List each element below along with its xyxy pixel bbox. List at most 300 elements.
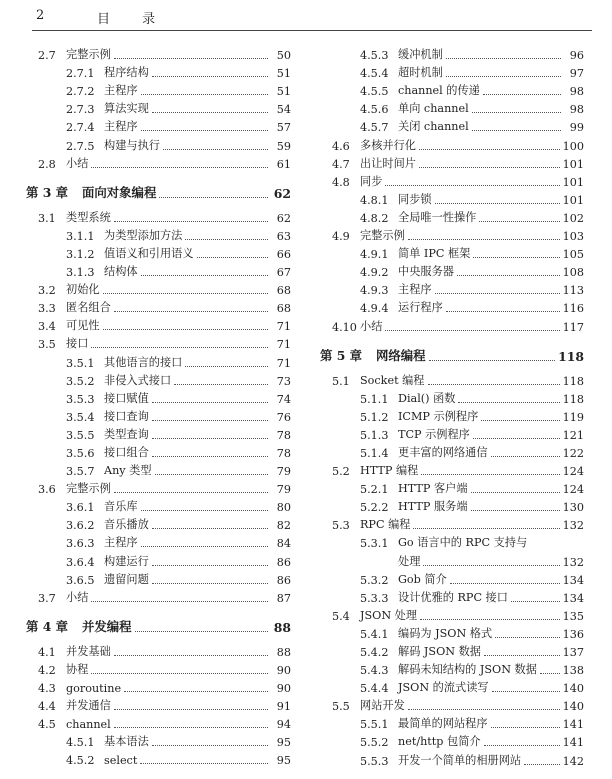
toc-entry-number: 2.8 bbox=[38, 157, 56, 171]
toc-entry-number: 5.1.4 bbox=[360, 446, 389, 460]
toc-subsection-entry[interactable] bbox=[316, 659, 584, 677]
toc-subsection-entry[interactable] bbox=[22, 261, 291, 279]
toc-dot-leader bbox=[141, 130, 268, 131]
toc-entry-number: 4.5.7 bbox=[360, 121, 389, 135]
toc-subsection-entry[interactable] bbox=[22, 550, 291, 568]
toc-entry-page: 141 bbox=[562, 736, 584, 750]
toc-subsection-entry[interactable] bbox=[316, 478, 584, 496]
toc-entry-number: 5.2.2 bbox=[360, 501, 389, 515]
toc-dot-leader bbox=[114, 221, 268, 222]
toc-chapter-entry[interactable] bbox=[22, 615, 291, 635]
toc-subsection-entry[interactable] bbox=[22, 98, 291, 116]
toc-entry-page: 91 bbox=[276, 700, 291, 714]
toc-section-entry[interactable] bbox=[316, 370, 584, 388]
toc-section-entry[interactable] bbox=[22, 315, 291, 333]
toc-entry-number: 4.5 bbox=[38, 718, 56, 732]
toc-entry-page: 76 bbox=[276, 410, 291, 424]
toc-entry-title: 并发通信 bbox=[66, 699, 111, 713]
toc-subsection-entry[interactable] bbox=[22, 225, 291, 243]
toc-section-entry[interactable] bbox=[22, 207, 291, 225]
toc-entry-title: 中央服务器 bbox=[398, 265, 454, 279]
toc-entry-title: 开发一个简单的相册网站 bbox=[398, 753, 522, 767]
toc-dot-leader bbox=[185, 239, 268, 240]
toc-entry-number: 4.9.4 bbox=[360, 302, 389, 316]
toc-section-entry[interactable] bbox=[22, 478, 291, 496]
toc-subsection-entry[interactable] bbox=[22, 243, 291, 261]
toc-entry-title: 完整示例 bbox=[66, 48, 111, 62]
toc-subsection-entry[interactable] bbox=[22, 460, 291, 478]
toc-section-entry[interactable] bbox=[22, 153, 291, 171]
toc-entry-title: 类型查询 bbox=[104, 427, 149, 441]
toc-entry-title: 基本语法 bbox=[104, 735, 149, 749]
toc-entry-page: 68 bbox=[276, 302, 291, 316]
toc-subsection-entry[interactable] bbox=[22, 116, 291, 134]
toc-entry-number: 5.3.2 bbox=[360, 573, 389, 587]
toc-dot-leader bbox=[152, 456, 268, 457]
toc-dot-leader bbox=[446, 311, 560, 312]
toc-entry-title: 接口查询 bbox=[104, 409, 149, 423]
toc-entry-number: 5.2 bbox=[332, 465, 350, 479]
toc-entry-number: 3.1.2 bbox=[66, 247, 95, 261]
toc-dot-leader bbox=[483, 94, 561, 95]
toc-subsection-entry[interactable] bbox=[316, 279, 584, 297]
toc-subsection-entry[interactable] bbox=[22, 496, 291, 514]
toc-entry-page: 140 bbox=[562, 700, 584, 714]
toc-dot-leader bbox=[141, 510, 268, 511]
toc-entry-page: 71 bbox=[276, 338, 291, 352]
toc-entry-page: 80 bbox=[276, 501, 291, 515]
toc-entry-page: 130 bbox=[562, 501, 584, 515]
toc-dot-leader bbox=[185, 366, 268, 367]
toc-dot-leader bbox=[492, 691, 560, 692]
toc-entry-page: 87 bbox=[276, 591, 291, 605]
toc-section-entry[interactable] bbox=[22, 44, 291, 62]
toc-entry-page: 73 bbox=[276, 374, 291, 388]
toc-entry-page: 95 bbox=[276, 754, 291, 768]
toc-chapter-entry[interactable] bbox=[22, 181, 291, 201]
toc-entry-title: Dial() 函数 bbox=[398, 391, 456, 405]
toc-entry-title: 主程序 bbox=[398, 283, 432, 297]
toc-dot-leader bbox=[473, 438, 560, 439]
toc-section-entry[interactable] bbox=[22, 587, 291, 605]
toc-entry-page: 62 bbox=[276, 211, 291, 225]
toc-subsection-entry[interactable] bbox=[22, 424, 291, 442]
toc-entry-title: TCP 示例程序 bbox=[398, 427, 470, 441]
toc-entry-title: JSON 的流式读写 bbox=[398, 681, 489, 695]
toc-entry-number: 3.3 bbox=[38, 302, 56, 316]
toc-entry-page: 132 bbox=[562, 519, 584, 533]
toc-subsection-entry[interactable] bbox=[316, 731, 584, 749]
page-header-title: 目 录 bbox=[97, 12, 170, 27]
toc-entry-page: 79 bbox=[276, 465, 291, 479]
toc-subsection-entry[interactable] bbox=[316, 388, 584, 406]
toc-subsection-entry[interactable] bbox=[22, 569, 291, 587]
toc-dot-leader bbox=[385, 185, 559, 186]
toc-entry-title: 接口赋值 bbox=[104, 391, 149, 405]
toc-entry-number: 3.1.1 bbox=[66, 229, 95, 243]
toc-entry-number: 3.6.5 bbox=[66, 573, 95, 587]
toc-subsection-entry[interactable] bbox=[316, 44, 584, 62]
toc-dot-leader bbox=[114, 727, 268, 728]
toc-entry-title: 值语义和引用语义 bbox=[104, 246, 194, 260]
toc-entry-page: 141 bbox=[562, 718, 584, 732]
toc-dot-leader bbox=[152, 438, 268, 439]
toc-entry-page: 117 bbox=[562, 320, 584, 334]
toc-dot-leader bbox=[114, 58, 268, 59]
toc-subsection-entry[interactable] bbox=[316, 406, 584, 424]
toc-entry-number: 5.5.2 bbox=[360, 736, 389, 750]
toc-subsection-entry[interactable] bbox=[316, 207, 584, 225]
toc-section-entry[interactable] bbox=[316, 225, 584, 243]
toc-dot-leader bbox=[495, 637, 559, 638]
toc-entry-number: 4.9.1 bbox=[360, 248, 389, 262]
toc-chapter-entry[interactable] bbox=[316, 344, 584, 364]
toc-entry-title: 更丰富的网络通信 bbox=[398, 445, 488, 459]
toc-dot-leader bbox=[152, 420, 268, 421]
toc-entry-number: 4.8.2 bbox=[360, 211, 389, 225]
toc-dot-leader bbox=[419, 149, 560, 150]
toc-entry-title: 接口组合 bbox=[104, 445, 149, 459]
toc-dot-leader bbox=[446, 76, 561, 77]
toc-entry-number: 4.10 bbox=[332, 320, 357, 334]
toc-entry-page: 136 bbox=[562, 627, 584, 641]
toc-entry-title: 音乐播放 bbox=[104, 518, 149, 532]
toc-entry-page: 102 bbox=[562, 211, 584, 225]
toc-entry-title: 初始化 bbox=[66, 283, 100, 297]
toc-entry-title: goroutine bbox=[66, 682, 122, 695]
toc-entry-page: 101 bbox=[562, 157, 584, 171]
toc-subsection-entry[interactable] bbox=[316, 261, 584, 279]
toc-entry-page: 67 bbox=[276, 266, 291, 280]
toc-entry-title: Go 语言中的 RPC 支持与 bbox=[398, 536, 528, 550]
toc-dot-leader bbox=[473, 257, 559, 258]
toc-entry-page: 119 bbox=[562, 410, 584, 424]
toc-entry-title: 超时机制 bbox=[398, 66, 443, 80]
toc-dot-leader bbox=[408, 239, 560, 240]
toc-dot-leader bbox=[91, 673, 268, 674]
toc-entry-number: 5.4 bbox=[332, 609, 350, 623]
toc-dot-leader bbox=[159, 197, 268, 198]
toc-dot-leader bbox=[141, 546, 268, 547]
toc-entry-number: 3.6.3 bbox=[66, 537, 95, 551]
toc-subsection-entry[interactable] bbox=[316, 297, 584, 315]
toc-entry-page: 82 bbox=[276, 519, 291, 533]
toc-entry-number: 4.8 bbox=[332, 175, 350, 189]
toc-dot-leader bbox=[413, 528, 559, 529]
toc-entry-title: 小结 bbox=[66, 590, 89, 604]
toc-entry-page: 98 bbox=[569, 103, 584, 117]
toc-entry-page: 57 bbox=[276, 121, 291, 135]
toc-entry-title: 同步锁 bbox=[398, 192, 432, 206]
toc-subsection-entry[interactable] bbox=[22, 80, 291, 98]
toc-dot-leader bbox=[435, 293, 560, 294]
toc-entry-title: 音乐库 bbox=[104, 500, 138, 514]
toc-dot-leader bbox=[152, 745, 268, 746]
toc-subsection-entry[interactable] bbox=[22, 442, 291, 460]
toc-dot-leader bbox=[420, 619, 560, 620]
toc-entry-title: 主程序 bbox=[104, 536, 138, 550]
toc-entry-page: 63 bbox=[276, 229, 291, 243]
toc-subsection-entry[interactable] bbox=[316, 569, 584, 587]
toc-subsection-entry[interactable] bbox=[22, 351, 291, 369]
toc-entry-title: 最简单的网站程序 bbox=[398, 717, 488, 731]
toc-section-entry[interactable] bbox=[22, 641, 291, 659]
toc-entry-number: 3.5.1 bbox=[66, 356, 95, 370]
toc-dot-leader bbox=[152, 583, 268, 584]
toc-dot-leader bbox=[91, 601, 268, 602]
toc-entry-number: 3.5.7 bbox=[66, 465, 95, 479]
toc-entry-number: 3.5.4 bbox=[66, 410, 95, 424]
toc-entry-page: 71 bbox=[276, 320, 291, 334]
toc-entry-page: 90 bbox=[276, 682, 291, 695]
toc-entry-page: 68 bbox=[276, 284, 291, 298]
toc-entry-page: 74 bbox=[276, 392, 291, 406]
toc-entry-title: 程序结构 bbox=[104, 66, 149, 80]
toc-entry-number: 2.7.2 bbox=[66, 85, 95, 99]
toc-subsection-entry[interactable] bbox=[22, 749, 291, 767]
toc-entry-page: 134 bbox=[562, 573, 584, 587]
toc-subsection-entry[interactable] bbox=[316, 424, 584, 442]
toc-dot-leader bbox=[540, 673, 560, 674]
toc-entry-title: 匿名组合 bbox=[66, 301, 111, 315]
toc-entry-page: 78 bbox=[276, 428, 291, 442]
toc-entry-number: 5.1.3 bbox=[360, 428, 389, 442]
toc-dot-leader bbox=[423, 565, 559, 566]
toc-entry-title: 构建运行 bbox=[104, 554, 149, 568]
toc-dot-leader bbox=[152, 112, 268, 113]
toc-entry-page: 97 bbox=[569, 67, 584, 81]
toc-subsection-entry[interactable] bbox=[316, 62, 584, 80]
toc-subsection-entry[interactable] bbox=[316, 713, 584, 731]
toc-subsection-entry[interactable] bbox=[316, 116, 584, 134]
toc-entry-number: 3.6.1 bbox=[66, 501, 95, 515]
toc-entry-number: 4.4 bbox=[38, 700, 56, 714]
toc-entry-title: 关闭 channel bbox=[398, 120, 469, 134]
toc-subsection-entry[interactable] bbox=[316, 587, 584, 605]
toc-subsection-entry[interactable] bbox=[22, 731, 291, 749]
toc-entry-title: 全局唯一性操作 bbox=[398, 210, 477, 224]
toc-section-entry[interactable] bbox=[22, 279, 291, 297]
toc-entry-page: 62 bbox=[273, 185, 291, 201]
toc-dot-leader bbox=[141, 94, 268, 95]
toc-entry-number: 4.3 bbox=[38, 682, 56, 695]
toc-dot-leader bbox=[484, 745, 560, 746]
toc-entry-title: 完整示例 bbox=[66, 482, 111, 496]
toc-subsection-entry[interactable] bbox=[22, 514, 291, 532]
toc-subsection-entry[interactable] bbox=[316, 496, 584, 514]
toc-entry-title: 单向 channel bbox=[398, 102, 469, 116]
toc-entry-number: 5.5.1 bbox=[360, 718, 389, 732]
toc-entry-page: 98 bbox=[569, 85, 584, 99]
toc-section-entry[interactable] bbox=[316, 171, 584, 189]
toc-entry-title: 完整示例 bbox=[360, 229, 405, 243]
toc-dot-leader bbox=[458, 402, 559, 403]
toc-entry-number: 3.2 bbox=[38, 284, 56, 298]
toc-section-entry[interactable] bbox=[316, 514, 584, 532]
toc-dot-leader bbox=[174, 384, 268, 385]
toc-dot-leader bbox=[421, 474, 559, 475]
toc-dot-leader bbox=[152, 528, 268, 529]
toc-entry-page: 132 bbox=[562, 555, 584, 569]
toc-entry-page: 96 bbox=[569, 49, 584, 63]
toc-dot-leader bbox=[419, 167, 560, 168]
toc-dot-leader bbox=[152, 402, 268, 403]
toc-entry-title: 同步 bbox=[360, 174, 383, 188]
toc-dot-leader bbox=[471, 492, 560, 493]
toc-subsection-entry[interactable] bbox=[316, 641, 584, 659]
toc-subsection-entry[interactable] bbox=[22, 62, 291, 80]
toc-entry-number: 3.1.3 bbox=[66, 266, 95, 280]
toc-entry-title: JSON 处理 bbox=[360, 608, 418, 622]
toc-entry-page: 116 bbox=[562, 302, 584, 316]
toc-dot-leader bbox=[446, 58, 561, 59]
toc-section-entry[interactable] bbox=[22, 659, 291, 677]
toc-entry-page: 99 bbox=[569, 121, 584, 135]
toc-entry-page: 54 bbox=[276, 103, 291, 117]
toc-entry-number: 4.5.4 bbox=[360, 67, 389, 81]
toc-subsection-entry[interactable] bbox=[316, 243, 584, 261]
toc-entry-number: 4.9 bbox=[332, 230, 350, 244]
toc-entry-number: 4.5.6 bbox=[360, 103, 389, 117]
toc-section-entry[interactable] bbox=[22, 333, 291, 351]
toc-dot-leader bbox=[114, 492, 268, 493]
toc-entry-title: 接口 bbox=[66, 337, 89, 351]
toc-entry-number: 4.5.1 bbox=[66, 736, 95, 750]
toc-entry-title: 主程序 bbox=[104, 120, 138, 134]
toc-entry-title: HTTP 编程 bbox=[360, 464, 419, 478]
toc-section-entry[interactable] bbox=[22, 695, 291, 713]
toc-entry-page: 84 bbox=[276, 537, 291, 551]
toc-subsection-entry[interactable] bbox=[316, 677, 584, 695]
toc-entry-page: 78 bbox=[276, 446, 291, 460]
toc-section-entry[interactable] bbox=[22, 297, 291, 315]
toc-entry-title: 并发基础 bbox=[66, 644, 111, 658]
toc-entry-number: 4.6 bbox=[332, 139, 350, 153]
toc-entry-number: 3.6.2 bbox=[66, 519, 95, 533]
toc-subsection-entry[interactable] bbox=[22, 532, 291, 550]
toc-entry-title: 算法实现 bbox=[104, 102, 149, 116]
toc-dot-leader bbox=[124, 691, 268, 692]
page-number: 2 bbox=[36, 8, 45, 23]
toc-entry-number: 5.1 bbox=[332, 374, 350, 388]
toc-entry-page: 88 bbox=[273, 619, 291, 635]
toc-dot-leader bbox=[152, 76, 268, 77]
toc-dot-leader bbox=[524, 764, 560, 765]
toc-dot-leader bbox=[91, 347, 268, 348]
toc-entry-title: 网络编程 bbox=[376, 347, 426, 363]
toc-entry-number: 2.7.5 bbox=[66, 139, 95, 153]
toc-dot-leader bbox=[491, 456, 560, 457]
toc-subsection-entry[interactable] bbox=[316, 80, 584, 98]
toc-dot-leader bbox=[450, 583, 560, 584]
toc-dot-leader bbox=[114, 311, 268, 312]
toc-entry-title: net/http 包简介 bbox=[398, 735, 481, 749]
toc-entry-page: 71 bbox=[276, 356, 291, 370]
toc-entry-number: 第 4 章 bbox=[26, 618, 69, 634]
toc-subsection-entry[interactable] bbox=[316, 749, 584, 767]
toc-entry-page: 88 bbox=[276, 645, 291, 659]
toc-dot-leader bbox=[472, 112, 561, 113]
toc-subsection-entry[interactable] bbox=[316, 189, 584, 207]
toc-entry-title: 编码为 JSON 格式 bbox=[398, 626, 493, 640]
toc-entry-number: 5.3 bbox=[332, 519, 350, 533]
toc-entry-title: RPC 编程 bbox=[360, 518, 411, 532]
toc-entry-title: 并发编程 bbox=[82, 618, 132, 634]
toc-entry-number: 4.8.1 bbox=[360, 193, 389, 207]
toc-entry-title: 出让时间片 bbox=[360, 156, 416, 170]
toc-entry-page: 124 bbox=[562, 465, 584, 479]
toc-entry-title: Gob 简介 bbox=[398, 572, 447, 586]
toc-subsection-entry[interactable] bbox=[22, 388, 291, 406]
toc-dot-leader bbox=[429, 360, 556, 361]
toc-entry-page: 51 bbox=[276, 67, 291, 81]
toc-dot-leader bbox=[141, 275, 268, 276]
toc-entry-number: 4.7 bbox=[332, 157, 350, 171]
toc-entry-number: 3.6 bbox=[38, 483, 56, 497]
toc-entry-number: 3.5.6 bbox=[66, 446, 95, 460]
toc-subsection-entry[interactable] bbox=[22, 406, 291, 424]
toc-entry-page: 90 bbox=[276, 663, 291, 677]
toc-section-entry[interactable] bbox=[316, 605, 584, 623]
toc-dot-leader bbox=[435, 203, 560, 204]
toc-section-entry[interactable] bbox=[316, 134, 584, 152]
toc-entry-title: 构建与执行 bbox=[104, 138, 160, 152]
toc-section-entry[interactable] bbox=[22, 713, 291, 731]
toc-subsection-entry[interactable] bbox=[22, 134, 291, 152]
toc-section-entry[interactable] bbox=[316, 153, 584, 171]
toc-entry-title: 解码未知结构的 JSON 数据 bbox=[398, 663, 537, 677]
toc-subsection-entry[interactable] bbox=[316, 532, 584, 550]
toc-entry-number: 第 5 章 bbox=[320, 347, 363, 363]
toc-dot-leader bbox=[472, 130, 561, 131]
toc-section-entry[interactable] bbox=[22, 677, 291, 695]
toc-subsection-entry[interactable] bbox=[22, 370, 291, 388]
toc-dot-leader bbox=[385, 330, 559, 331]
toc-dot-leader bbox=[484, 655, 560, 656]
toc-entry-title: 主程序 bbox=[104, 84, 138, 98]
toc-entry-title: 简单 IPC 框架 bbox=[398, 247, 471, 261]
toc-entry-title: HTTP 服务端 bbox=[398, 500, 468, 514]
toc-subsection-entry[interactable] bbox=[316, 98, 584, 116]
toc-entry-title: 多核并行化 bbox=[360, 138, 416, 152]
toc-entry-page: 66 bbox=[276, 247, 291, 261]
toc-section-entry[interactable] bbox=[316, 460, 584, 478]
toc-entry-title: channel 的传递 bbox=[398, 84, 480, 98]
toc-dot-leader bbox=[103, 329, 268, 330]
toc-section-entry[interactable] bbox=[316, 315, 584, 333]
toc-entry-page: 138 bbox=[562, 664, 584, 678]
toc-entry-number: 4.5.3 bbox=[360, 49, 389, 63]
toc-entry-page: 101 bbox=[562, 175, 584, 189]
toc-subsection-entry[interactable] bbox=[316, 442, 584, 460]
toc-entry-page: 108 bbox=[562, 266, 584, 280]
toc-entry-title: ICMP 示例程序 bbox=[398, 409, 479, 423]
toc-entry-page: 86 bbox=[276, 555, 291, 569]
toc-subsection-entry[interactable] bbox=[316, 550, 584, 568]
toc-entry-title: 运行程序 bbox=[398, 301, 443, 315]
toc-entry-page: 118 bbox=[558, 348, 584, 364]
toc-dot-leader bbox=[479, 221, 559, 222]
toc-entry-page: 61 bbox=[276, 157, 291, 171]
toc-entry-number: 5.2.1 bbox=[360, 483, 389, 497]
toc-dot-leader bbox=[471, 510, 560, 511]
toc-entry-number: 2.7.4 bbox=[66, 121, 95, 135]
toc-section-entry[interactable] bbox=[316, 695, 584, 713]
toc-entry-page: 140 bbox=[562, 682, 584, 696]
page-header bbox=[32, 8, 592, 31]
toc-subsection-entry[interactable] bbox=[316, 623, 584, 641]
toc-entry-page: 124 bbox=[562, 483, 584, 497]
